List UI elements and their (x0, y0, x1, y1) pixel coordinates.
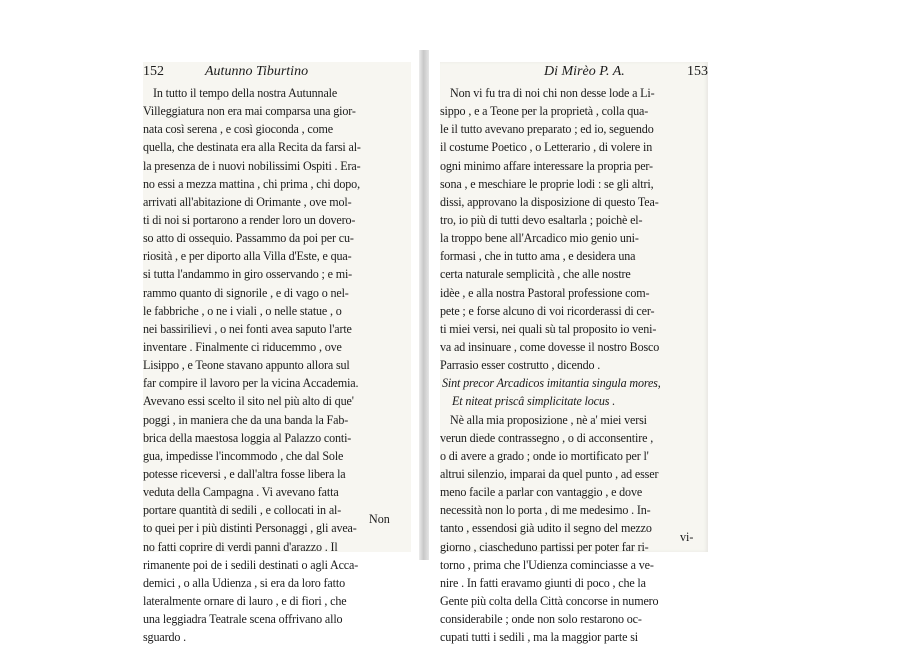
text-line: Avevano essi scelto il sito nel più alto di que' (143, 394, 354, 409)
text-line: meno facile a parlar con vantaggio , e dove (440, 485, 643, 500)
text-line: nei bassirilievi , o nei fonti avea saputo l'arte (143, 321, 352, 336)
text-line: le fabbriche , o ne i viali , o nelle statue , o (143, 303, 342, 318)
text-line: torno , prima che l'Udienza cominciasse a ve- (440, 557, 654, 572)
text-line: Parrasio esser costrutto , dicendo . (440, 358, 601, 373)
text-line: verun diede contrassegno , o di acconsentire , (440, 430, 654, 445)
text-line: poggi , in maniera che da una banda la Fab- (143, 412, 349, 427)
left-running-title: Autunno Tiburtino (205, 64, 309, 79)
text-line: gua, impedisse l'incommodo , che dal Sole (143, 448, 344, 463)
text-line: la troppo bene all'Arcadico mio genio uni- (440, 231, 639, 246)
text-line: ti miei versi, nei quali sù tal proposito io veni- (440, 321, 657, 336)
text-line: o di avere a grado ; onde io mortificato per l' (440, 448, 649, 463)
text-line: idèe , e alla nostra Pastoral professione com- (440, 285, 650, 300)
text-line: una leggiadra Teatrale scena offrivano allo (143, 612, 343, 627)
text-line: brica della maestosa loggia al Palazzo conti- (143, 430, 352, 445)
text-line: far compire il lavoro per la vicina Accademia. (143, 376, 359, 391)
text-line: demici , o alla Udienza , si era da loro fatto (143, 575, 345, 590)
text-line: Non vi fu tra di noi chi non desse lode a Li- (450, 86, 655, 100)
text-line: cupati tutti i sedili , ma la maggior parte si (440, 630, 638, 645)
text-line: sippo , e a Teone per la proprietà , colla qua- (440, 104, 649, 119)
verse-line: Et niteat priscâ simplicitate locus . (452, 394, 616, 409)
text-line: il costume Poetico , o Letterario , di volere in (440, 140, 653, 155)
text-line: ti di noi si portarono a render loro un dovero- (143, 212, 356, 227)
text-line: to quei per i più distinti Personaggi , gli avea- (143, 521, 357, 536)
left-page (143, 62, 411, 645)
verse-line: Sint precor Arcadicos imitantia singula mores, (442, 376, 661, 391)
text-line: tro, io più di tutti devo esaltarla ; poichè el- (440, 212, 643, 227)
text-line: arrivati all'abitazione di Orimante , ove mol- (143, 194, 352, 209)
text-line: necessità non lo porta , di me medesimo . In- (440, 503, 651, 518)
text-line: nire . In fatti eravamo giunti di poco , che la (440, 575, 646, 590)
left-catchword: Non (369, 512, 390, 526)
text-line: veduta della Campagna . Vi avevano fatta (143, 485, 339, 500)
text-line: nata così serena , e così gioconda , come (143, 122, 333, 137)
text-line: formasi , che in tutto ama , e desidera una (440, 249, 636, 264)
text-line: quella, che destinata era alla Recita da farsi al- (143, 140, 361, 155)
right-page-number: 153 (687, 64, 708, 79)
right-running-head (440, 62, 708, 82)
text-line: le il tutto avevano preparato ; ed io, seguendo (440, 122, 654, 137)
text-line: tanto , essendosi già udito il segno del mezzo (440, 521, 652, 536)
text-line: dissi, approvano la disposizione di questo Tea- (440, 194, 659, 209)
left-page-number: 152 (143, 64, 164, 79)
text-line: si tutta l'andammo in giro osservando ; e mi- (143, 267, 353, 282)
text-line: Villeggiatura non era mai comparsa una gior- (143, 104, 356, 119)
left-running-head (143, 62, 411, 82)
text-line: no essi a mezza mattina , chi prima , chi dopo, (143, 176, 360, 191)
text-line: considerabile ; onde non solo restarono oc- (440, 612, 642, 627)
text-line: Lisippo , e Teone stavano appunto allora sul (143, 358, 350, 373)
text-line: Nè alla mia proposizione , nè a' miei versi (450, 412, 647, 427)
text-line: pete ; e forse alcuno di voi ricorderassi di cer- (440, 303, 655, 318)
text-line: potesse riceversi , e dall'altra fosse libera la (143, 466, 346, 481)
text-line: Gente più colta della Città concorse in numero (440, 593, 659, 608)
text-line: rammo quanto di signorile , e di vago o nel- (143, 285, 349, 300)
left-body-text (143, 84, 411, 646)
text-line: sguardo . (143, 630, 186, 645)
text-line: ogni minimo affare interessare la propria per- (440, 158, 653, 173)
right-body-text (440, 84, 708, 646)
text-line: so atto di ossequio. Passammo da poi per cu- (143, 231, 354, 246)
text-line: inventare . Finalmente ci riducemmo , ove (143, 339, 342, 354)
text-line: In tutto il tempo della nostra Autunnale (153, 86, 338, 100)
text-line: sona , e meschiare le proprie lodi : se gli altri, (440, 176, 654, 191)
text-line: giorno , ciascheduno partissi per poter far ri- (440, 539, 649, 554)
text-line: riosità , e per diporto alla Villa d'Este, e qua- (143, 249, 352, 264)
book-gutter (419, 50, 429, 560)
text-line: portare quantità di sedili , e collocati in al- (143, 503, 342, 518)
right-page (440, 62, 708, 645)
text-line: la presenza de i nuovi nobilissimi Ospiti . Era- (143, 158, 361, 173)
text-line: certa naturale semplicità , che alle nostre (440, 267, 631, 282)
text-line: va ad insinuare , come dovesse il nostro Bosco (440, 339, 660, 354)
right-running-title: Di Mirèo P. A. (544, 64, 625, 79)
text-line: lateralmente ornare di lauro , e di fiori , che (143, 593, 347, 608)
text-line: rimanente poi de i sedili destinati o agli Acca- (143, 557, 359, 572)
text-line: no fatti coprire di verdi panni d'arazzo . Il (143, 539, 338, 554)
text-line: altrui silenzio, imparai da quel punto , ad esser (440, 466, 659, 481)
right-catchword: vi- (680, 530, 694, 544)
